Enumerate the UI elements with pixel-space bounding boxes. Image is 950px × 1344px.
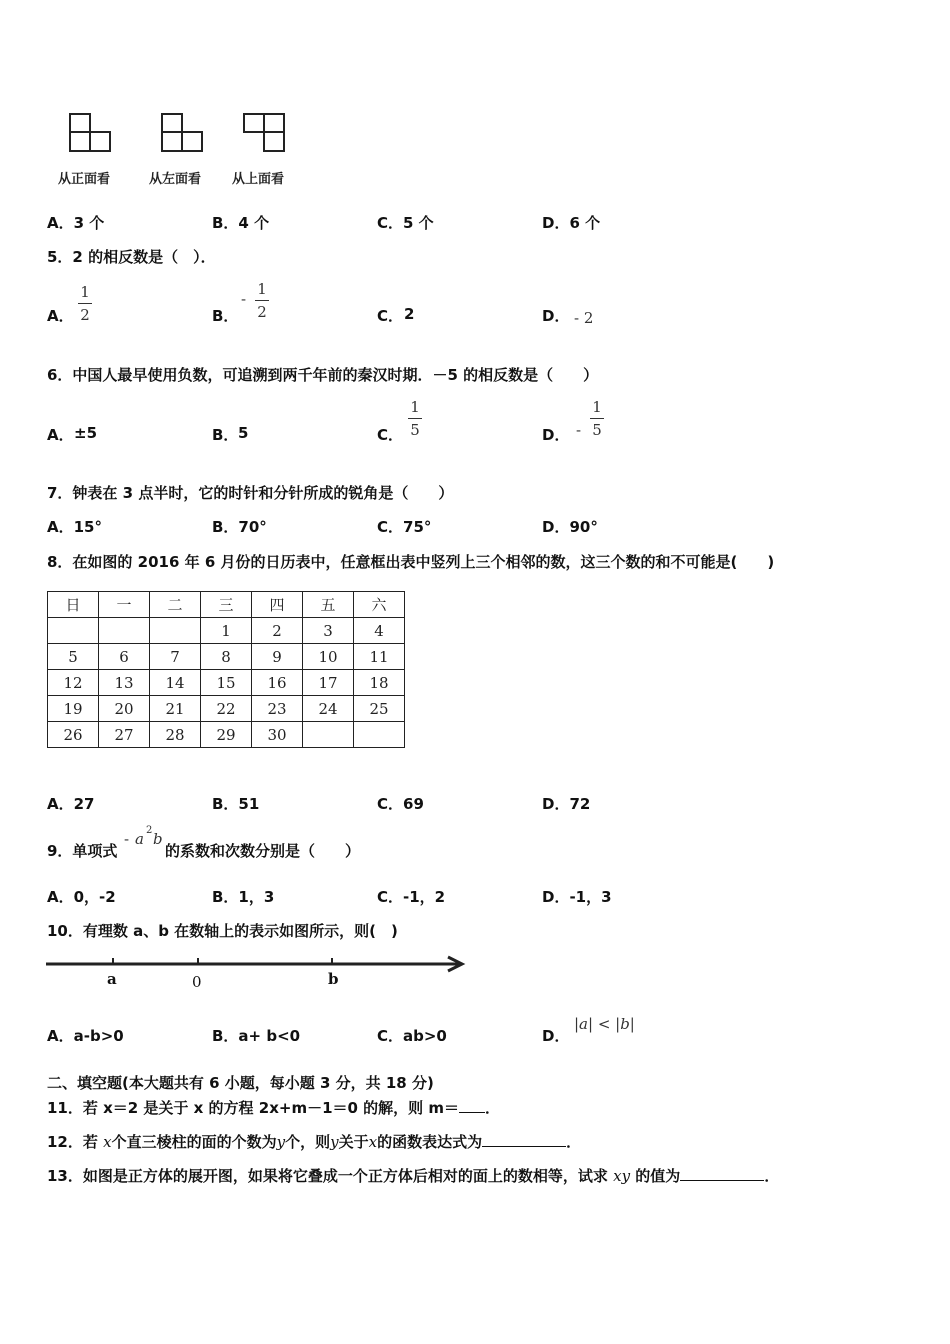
q12-var-x-2: x [368, 1133, 378, 1151]
q12-part4: 关于 [338, 1133, 369, 1151]
q9-option-b: B．1，3 [212, 888, 275, 906]
q10-option-b: B．a+ b<0 [212, 1027, 301, 1045]
top-view-figure [242, 112, 288, 154]
calendar-cell: 14 [150, 670, 201, 696]
q6-c-numerator: 1 [410, 398, 420, 416]
q4-option-d: D．6 个 [542, 214, 601, 232]
q5-b-sign: - [241, 290, 247, 308]
q6-d-numerator: 1 [592, 398, 602, 416]
calendar-cell: 22 [201, 696, 252, 722]
q7-option-a: A．15° [47, 518, 102, 536]
front-view-figure [68, 112, 114, 154]
q5-a-fraction [78, 283, 92, 324]
q4-option-b: B．4 个 [212, 214, 270, 232]
calendar-cell: 12 [48, 670, 99, 696]
calendar-cell [150, 618, 201, 644]
q9-monomial-sign: - [124, 830, 130, 848]
q12-part5: 的函数表达式为 [377, 1133, 483, 1151]
q5-b-denominator: 2 [257, 303, 267, 321]
q10-option-a: A．a-b>0 [47, 1027, 124, 1045]
q6-c-denominator: 5 [410, 421, 420, 439]
q12-var-y-2: y [330, 1133, 339, 1151]
q8-option-b: B．51 [212, 795, 260, 813]
calendar-row [48, 696, 405, 722]
q6-letter-d: D． [542, 426, 570, 444]
calendar-cell: 21 [150, 696, 201, 722]
calendar-cell: 8 [201, 644, 252, 670]
q4-option-a: A．3 个 [47, 214, 105, 232]
q12-part1: 12．若 [47, 1133, 98, 1151]
number-line-label-a: a [107, 970, 117, 988]
q9-option-d: D．-1，3 [542, 888, 612, 906]
q11-blank[interactable] [459, 1112, 485, 1113]
calendar-cell [303, 722, 354, 748]
calendar-cell: 1 [201, 618, 252, 644]
calendar-cell: 10 [303, 644, 354, 670]
q9-option-a: A．0，-2 [47, 888, 116, 906]
q7-option-b: B．70° [212, 518, 267, 536]
calendar-cell: 15 [201, 670, 252, 696]
q10-letter-d: D． [542, 1027, 570, 1045]
calendar-table [47, 591, 405, 748]
q5-letter-c: C． [377, 307, 404, 325]
q5-a-numerator: 1 [80, 283, 90, 301]
calendar-cell: 26 [48, 722, 99, 748]
left-view-figure [160, 112, 206, 154]
q5-letter-a: A． [47, 307, 74, 325]
q11-text [47, 1097, 500, 1118]
calendar-header-cell: 一 [99, 592, 150, 618]
q6-d-sign: - [576, 421, 582, 439]
calendar-cell: 24 [303, 696, 354, 722]
q7-option-c: C．75° [377, 518, 432, 536]
q5-c-value: 2 [404, 305, 415, 323]
calendar-cell: 19 [48, 696, 99, 722]
number-line-label-zero: 0 [192, 973, 202, 991]
calendar-cell: 7 [150, 644, 201, 670]
calendar-row [48, 722, 405, 748]
section2-title: 二、填空题(本大题共有 6 小题，每小题 3 分，共 18 分) [47, 1074, 434, 1092]
calendar-cell: 11 [354, 644, 405, 670]
q6-a-value: ±5 [74, 424, 98, 442]
q4-option-c: C．5 个 [377, 214, 434, 232]
calendar-cell: 6 [99, 644, 150, 670]
q13-text [47, 1165, 779, 1186]
q12-end: ． [566, 1133, 582, 1151]
q12-part2: 个直三棱柱的面的个数为 [111, 1133, 277, 1151]
calendar-cell: 5 [48, 644, 99, 670]
q11-end: ． [485, 1099, 501, 1117]
q12-var-y: y [276, 1133, 286, 1151]
q9-monomial-exponent: 2 [146, 825, 153, 836]
q12-part3: 个，则 [285, 1133, 331, 1151]
q5-letter-b: B． [212, 307, 239, 325]
q6-letter-b: B． [212, 426, 239, 444]
calendar-header-cell: 四 [252, 592, 303, 618]
q9-monomial-a: a [135, 830, 144, 848]
q13-blank[interactable] [680, 1180, 764, 1181]
calendar-cell [48, 618, 99, 644]
q6-d-fraction [590, 398, 604, 439]
calendar-cell: 9 [252, 644, 303, 670]
calendar-cell [354, 722, 405, 748]
q12-text [47, 1131, 581, 1152]
calendar-header-cell: 五 [303, 592, 354, 618]
calendar-header-cell: 二 [150, 592, 201, 618]
calendar-cell: 2 [252, 618, 303, 644]
q8-option-d: D．72 [542, 795, 591, 813]
calendar-header-row [48, 592, 405, 618]
calendar-row [48, 644, 405, 670]
q6-c-fraction [408, 398, 422, 439]
calendar-cell: 25 [354, 696, 405, 722]
q9-stem-suffix: 的系数和次数分别是（ ） [165, 842, 361, 860]
q6-b-value: 5 [238, 424, 249, 442]
calendar-cell: 23 [252, 696, 303, 722]
q6-letter-c: C． [377, 426, 404, 444]
calendar-cell: 16 [252, 670, 303, 696]
calendar-cell: 3 [303, 618, 354, 644]
q6-letter-a: A． [47, 426, 74, 444]
q10-option-c: C．ab>0 [377, 1027, 447, 1045]
q8-option-c: C．69 [377, 795, 424, 813]
calendar-row [48, 670, 405, 696]
q13-end: ． [764, 1167, 780, 1185]
top-view-label: 从上面看 [232, 172, 285, 187]
calendar-header-cell: 日 [48, 592, 99, 618]
q5-b-numerator: 1 [257, 280, 267, 298]
calendar-row [48, 618, 405, 644]
calendar-cell: 13 [99, 670, 150, 696]
calendar-cell: 20 [99, 696, 150, 722]
q8-stem: 8．在如图的 2016 年 6 月份的日历表中，任意框出表中竖列上三个相邻的数，这三个数的和不可能是( ) [47, 553, 775, 571]
calendar-cell: 30 [252, 722, 303, 748]
number-line-label-b: b [328, 970, 339, 988]
q10-d-expression: |a| < |b| [574, 1015, 635, 1033]
left-view-label: 从左面看 [149, 172, 202, 187]
q5-d-value: - 2 [574, 309, 594, 327]
q10-stem: 10．有理数 a、b 在数轴上的表示如图所示，则( ) [47, 922, 398, 940]
q5-a-denominator: 2 [80, 306, 90, 324]
calendar-header-cell: 三 [201, 592, 252, 618]
q13-var-xy: xy [613, 1167, 631, 1185]
q13-part2: 的值为 [635, 1167, 681, 1185]
q12-var-x: x [103, 1133, 112, 1151]
calendar-cell: 28 [150, 722, 201, 748]
calendar-cell [99, 618, 150, 644]
front-view-label: 从正面看 [58, 172, 111, 187]
q9-monomial-b: b [153, 830, 163, 848]
q7-stem: 7．钟表在 3 点半时，它的时针和分针所成的锐角是（ ） [47, 484, 454, 502]
q9-option-c: C．-1，2 [377, 888, 446, 906]
q6-d-denominator: 5 [592, 421, 602, 439]
q8-option-a: A．27 [47, 795, 95, 813]
q11-stem: 11．若 x＝2 是关于 x 的方程 2x+m－1＝0 的解，则 m＝ [47, 1099, 460, 1117]
calendar-cell: 17 [303, 670, 354, 696]
q5-b-fraction [255, 280, 269, 321]
q9-stem-prefix: 9．单项式 [47, 842, 118, 860]
calendar-cell: 4 [354, 618, 405, 644]
q13-part1: 13．如图是正方体的展开图，如果将它叠成一个正方体后相对的面上的数相等，试求 [47, 1167, 608, 1185]
q5-stem: 5．2 的相反数是（ ）． [47, 248, 216, 266]
calendar-cell: 29 [201, 722, 252, 748]
q7-option-d: D．90° [542, 518, 598, 536]
q12-blank[interactable] [482, 1146, 566, 1147]
q6-stem: 6．中国人最早使用负数，可追溯到两千年前的秦汉时期．－5 的相反数是（ ） [47, 366, 599, 384]
calendar-cell: 27 [99, 722, 150, 748]
calendar-header-cell: 六 [354, 592, 405, 618]
calendar-cell: 18 [354, 670, 405, 696]
q5-letter-d: D． [542, 307, 570, 325]
